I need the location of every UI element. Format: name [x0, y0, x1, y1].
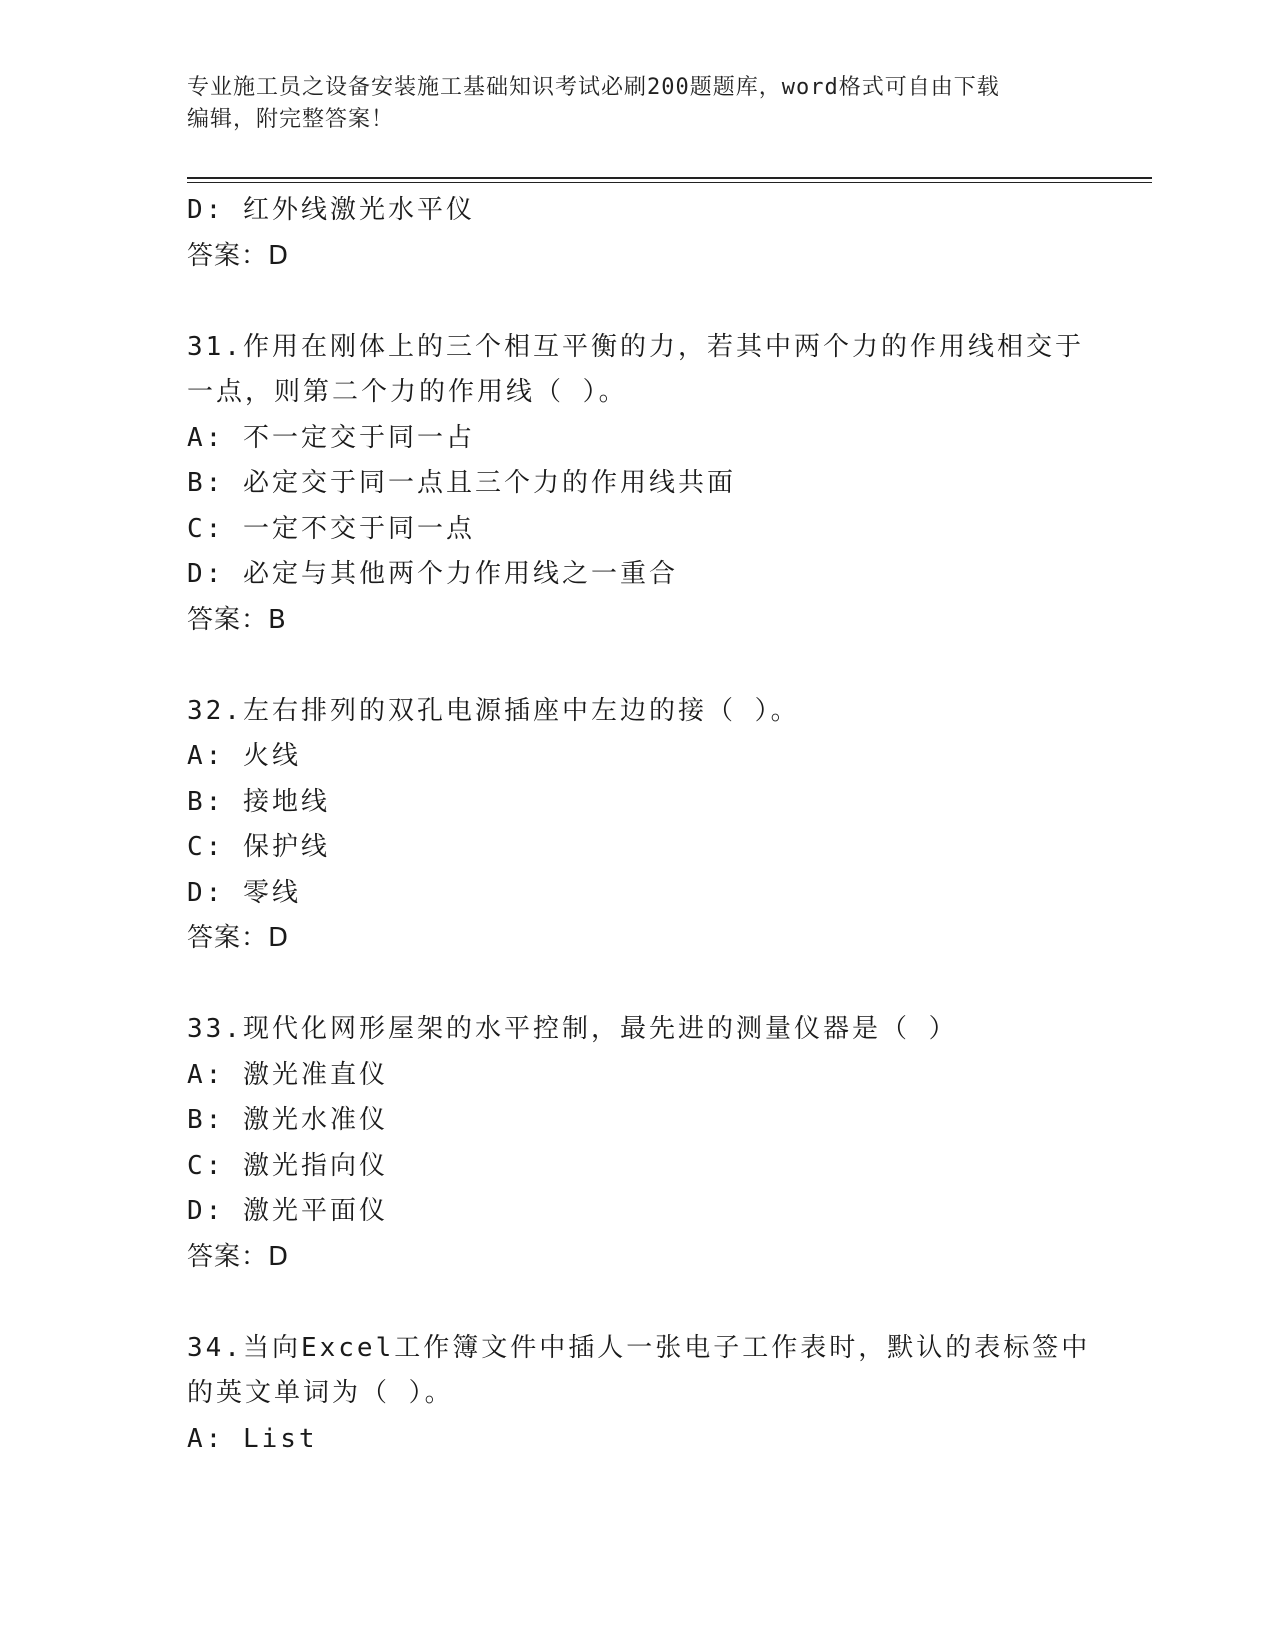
page-header	[187, 72, 1087, 136]
option-d: D: 零线	[187, 877, 301, 908]
option-b: B: 接地线	[187, 786, 330, 817]
spacer	[187, 279, 1087, 325]
header-divider-thin	[187, 182, 1152, 183]
header-title-line-1: 专业施工员之设备安装施工基础知识考试必刷200题题库，word格式可自由下载	[187, 75, 1000, 100]
option-a: A: 不一定交于同一占	[187, 422, 475, 453]
option-a: A: List	[187, 1423, 318, 1454]
option-a: A: 火线	[187, 741, 301, 771]
answer-line: 答案：B	[187, 604, 287, 635]
question-stem-line-1: 34.当向Excel工作簿文件中插人一张电子工作表时，默认的表标签中	[187, 1332, 1091, 1363]
question-stem-line-1: 32.左右排列的双孔电源插座中左边的接（ ）。	[187, 695, 800, 726]
header-title-line-2: 编辑，附完整答案！	[187, 107, 395, 132]
answer-line: 答案：D	[187, 923, 290, 953]
question-stem-line-1: 33.现代化网形屋架的水平控制，最先进的测量仪器是（ ）	[187, 1014, 958, 1044]
option-c: C: 一定不交于同一点	[187, 513, 475, 544]
option-c: C: 保护线	[187, 832, 330, 862]
option-c: C: 激光指向仪	[187, 1150, 388, 1181]
header-divider-thick	[187, 177, 1152, 179]
spacer	[187, 643, 1087, 689]
option-b: B: 必定交于同一点且三个力的作用线共面	[187, 468, 736, 498]
question-34	[187, 1326, 1091, 1463]
question-stem-line-2: 一点，则第二个力的作用线（ ）。	[187, 377, 628, 407]
spacer	[187, 962, 1087, 1008]
question-list	[187, 188, 1091, 1462]
question-33	[187, 1007, 1087, 1280]
option-d: D: 红外线激光水平仪	[187, 195, 475, 225]
question-30-tail	[187, 188, 1087, 279]
option-b: B: 激光水准仪	[187, 1105, 388, 1135]
option-d: D: 激光平面仪	[187, 1196, 388, 1226]
answer-line: 答案：D	[187, 1241, 290, 1272]
option-a: A: 激光准直仪	[187, 1059, 388, 1090]
answer-line: 答案：D	[187, 240, 290, 271]
question-31	[187, 325, 1087, 644]
question-32	[187, 689, 1087, 962]
question-stem-line-1: 31.作用在刚体上的三个相互平衡的力，若其中两个力的作用线相交于	[187, 331, 1084, 362]
question-stem-line-2: 的英文单词为（ ）。	[187, 1378, 454, 1408]
spacer	[187, 1280, 1087, 1326]
option-d: D: 必定与其他两个力作用线之一重合	[187, 559, 678, 589]
